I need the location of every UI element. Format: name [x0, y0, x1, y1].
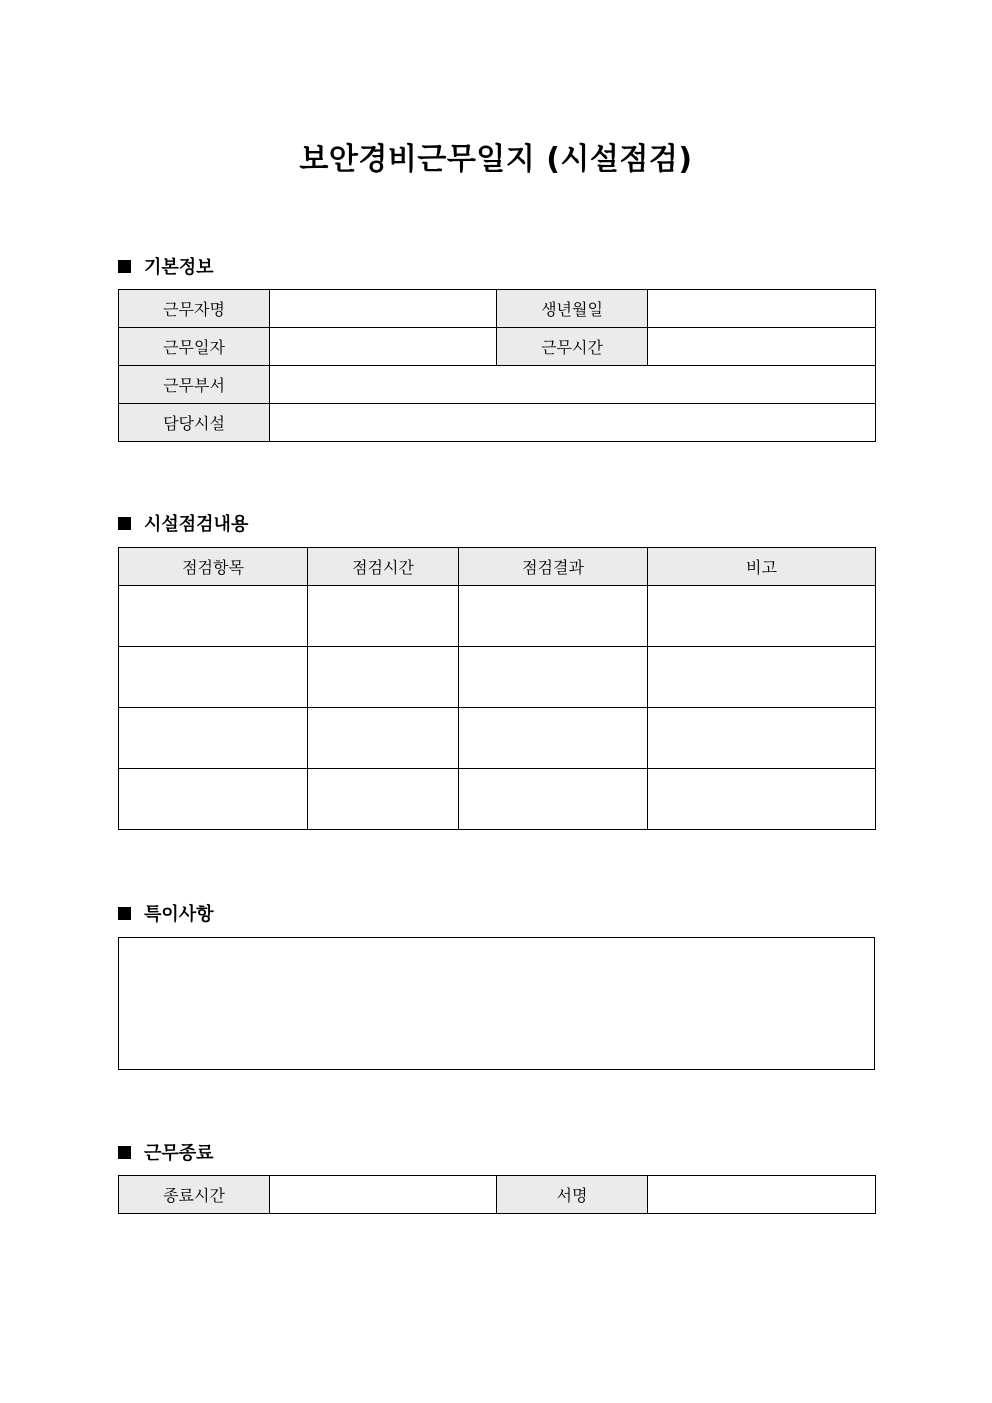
work-end-table [118, 1175, 876, 1214]
facility-field[interactable] [270, 404, 876, 442]
check-result-cell[interactable] [459, 769, 648, 830]
signature-label: 서명 [497, 1176, 648, 1214]
section-basic-label: 기본정보 [144, 257, 214, 278]
document-title: 보안경비근무일지 (시설점검) [299, 142, 693, 177]
work-date-field[interactable] [270, 328, 497, 366]
table-row [119, 1176, 876, 1214]
notes-field[interactable] [118, 937, 875, 1070]
check-item-cell[interactable] [119, 769, 308, 830]
section-end-label: 근무종료 [144, 1143, 214, 1164]
worker-name-label: 근무자명 [119, 290, 270, 328]
work-date-label: 근무일자 [119, 328, 270, 366]
work-time-field[interactable] [648, 328, 876, 366]
remarks-cell[interactable] [648, 586, 876, 647]
facility-label: 담당시설 [119, 404, 270, 442]
square-bullet-icon [118, 1146, 131, 1159]
section-check-label: 시설점검내용 [144, 514, 249, 535]
remarks-cell[interactable] [648, 708, 876, 769]
section-basic-heading [118, 253, 214, 279]
square-bullet-icon [118, 260, 131, 273]
table-header-row [119, 548, 876, 586]
header-check-item: 점검항목 [119, 548, 308, 586]
signature-field[interactable] [648, 1176, 876, 1214]
square-bullet-icon [118, 517, 131, 530]
table-row [119, 586, 876, 647]
inspection-table [118, 547, 876, 830]
check-result-cell[interactable] [459, 586, 648, 647]
check-item-cell[interactable] [119, 647, 308, 708]
department-label: 근무부서 [119, 366, 270, 404]
table-row [119, 708, 876, 769]
section-check-heading [118, 510, 248, 536]
department-field[interactable] [270, 366, 876, 404]
check-result-cell[interactable] [459, 708, 648, 769]
section-notes-label: 특이사항 [144, 904, 214, 925]
table-row [119, 769, 876, 830]
section-end-heading [118, 1139, 214, 1165]
check-item-cell[interactable] [119, 708, 308, 769]
remarks-cell[interactable] [648, 769, 876, 830]
table-row [119, 404, 876, 442]
check-time-cell[interactable] [308, 647, 459, 708]
remarks-cell[interactable] [648, 647, 876, 708]
table-row [119, 328, 876, 366]
birth-date-field[interactable] [648, 290, 876, 328]
table-row [119, 647, 876, 708]
worker-name-field[interactable] [270, 290, 497, 328]
header-remarks: 비고 [648, 548, 876, 586]
header-check-time: 점검시간 [308, 548, 459, 586]
basic-info-table [118, 289, 876, 442]
square-bullet-icon [118, 907, 131, 920]
check-time-cell[interactable] [308, 586, 459, 647]
section-notes-heading [118, 900, 214, 926]
end-time-label: 종료시간 [119, 1176, 270, 1214]
check-item-cell[interactable] [119, 586, 308, 647]
birth-date-label: 생년월일 [497, 290, 648, 328]
table-row [119, 366, 876, 404]
table-row [119, 290, 876, 328]
header-check-result: 점검결과 [459, 548, 648, 586]
check-time-cell[interactable] [308, 708, 459, 769]
check-time-cell[interactable] [308, 769, 459, 830]
work-time-label: 근무시간 [497, 328, 648, 366]
check-result-cell[interactable] [459, 647, 648, 708]
end-time-field[interactable] [270, 1176, 497, 1214]
